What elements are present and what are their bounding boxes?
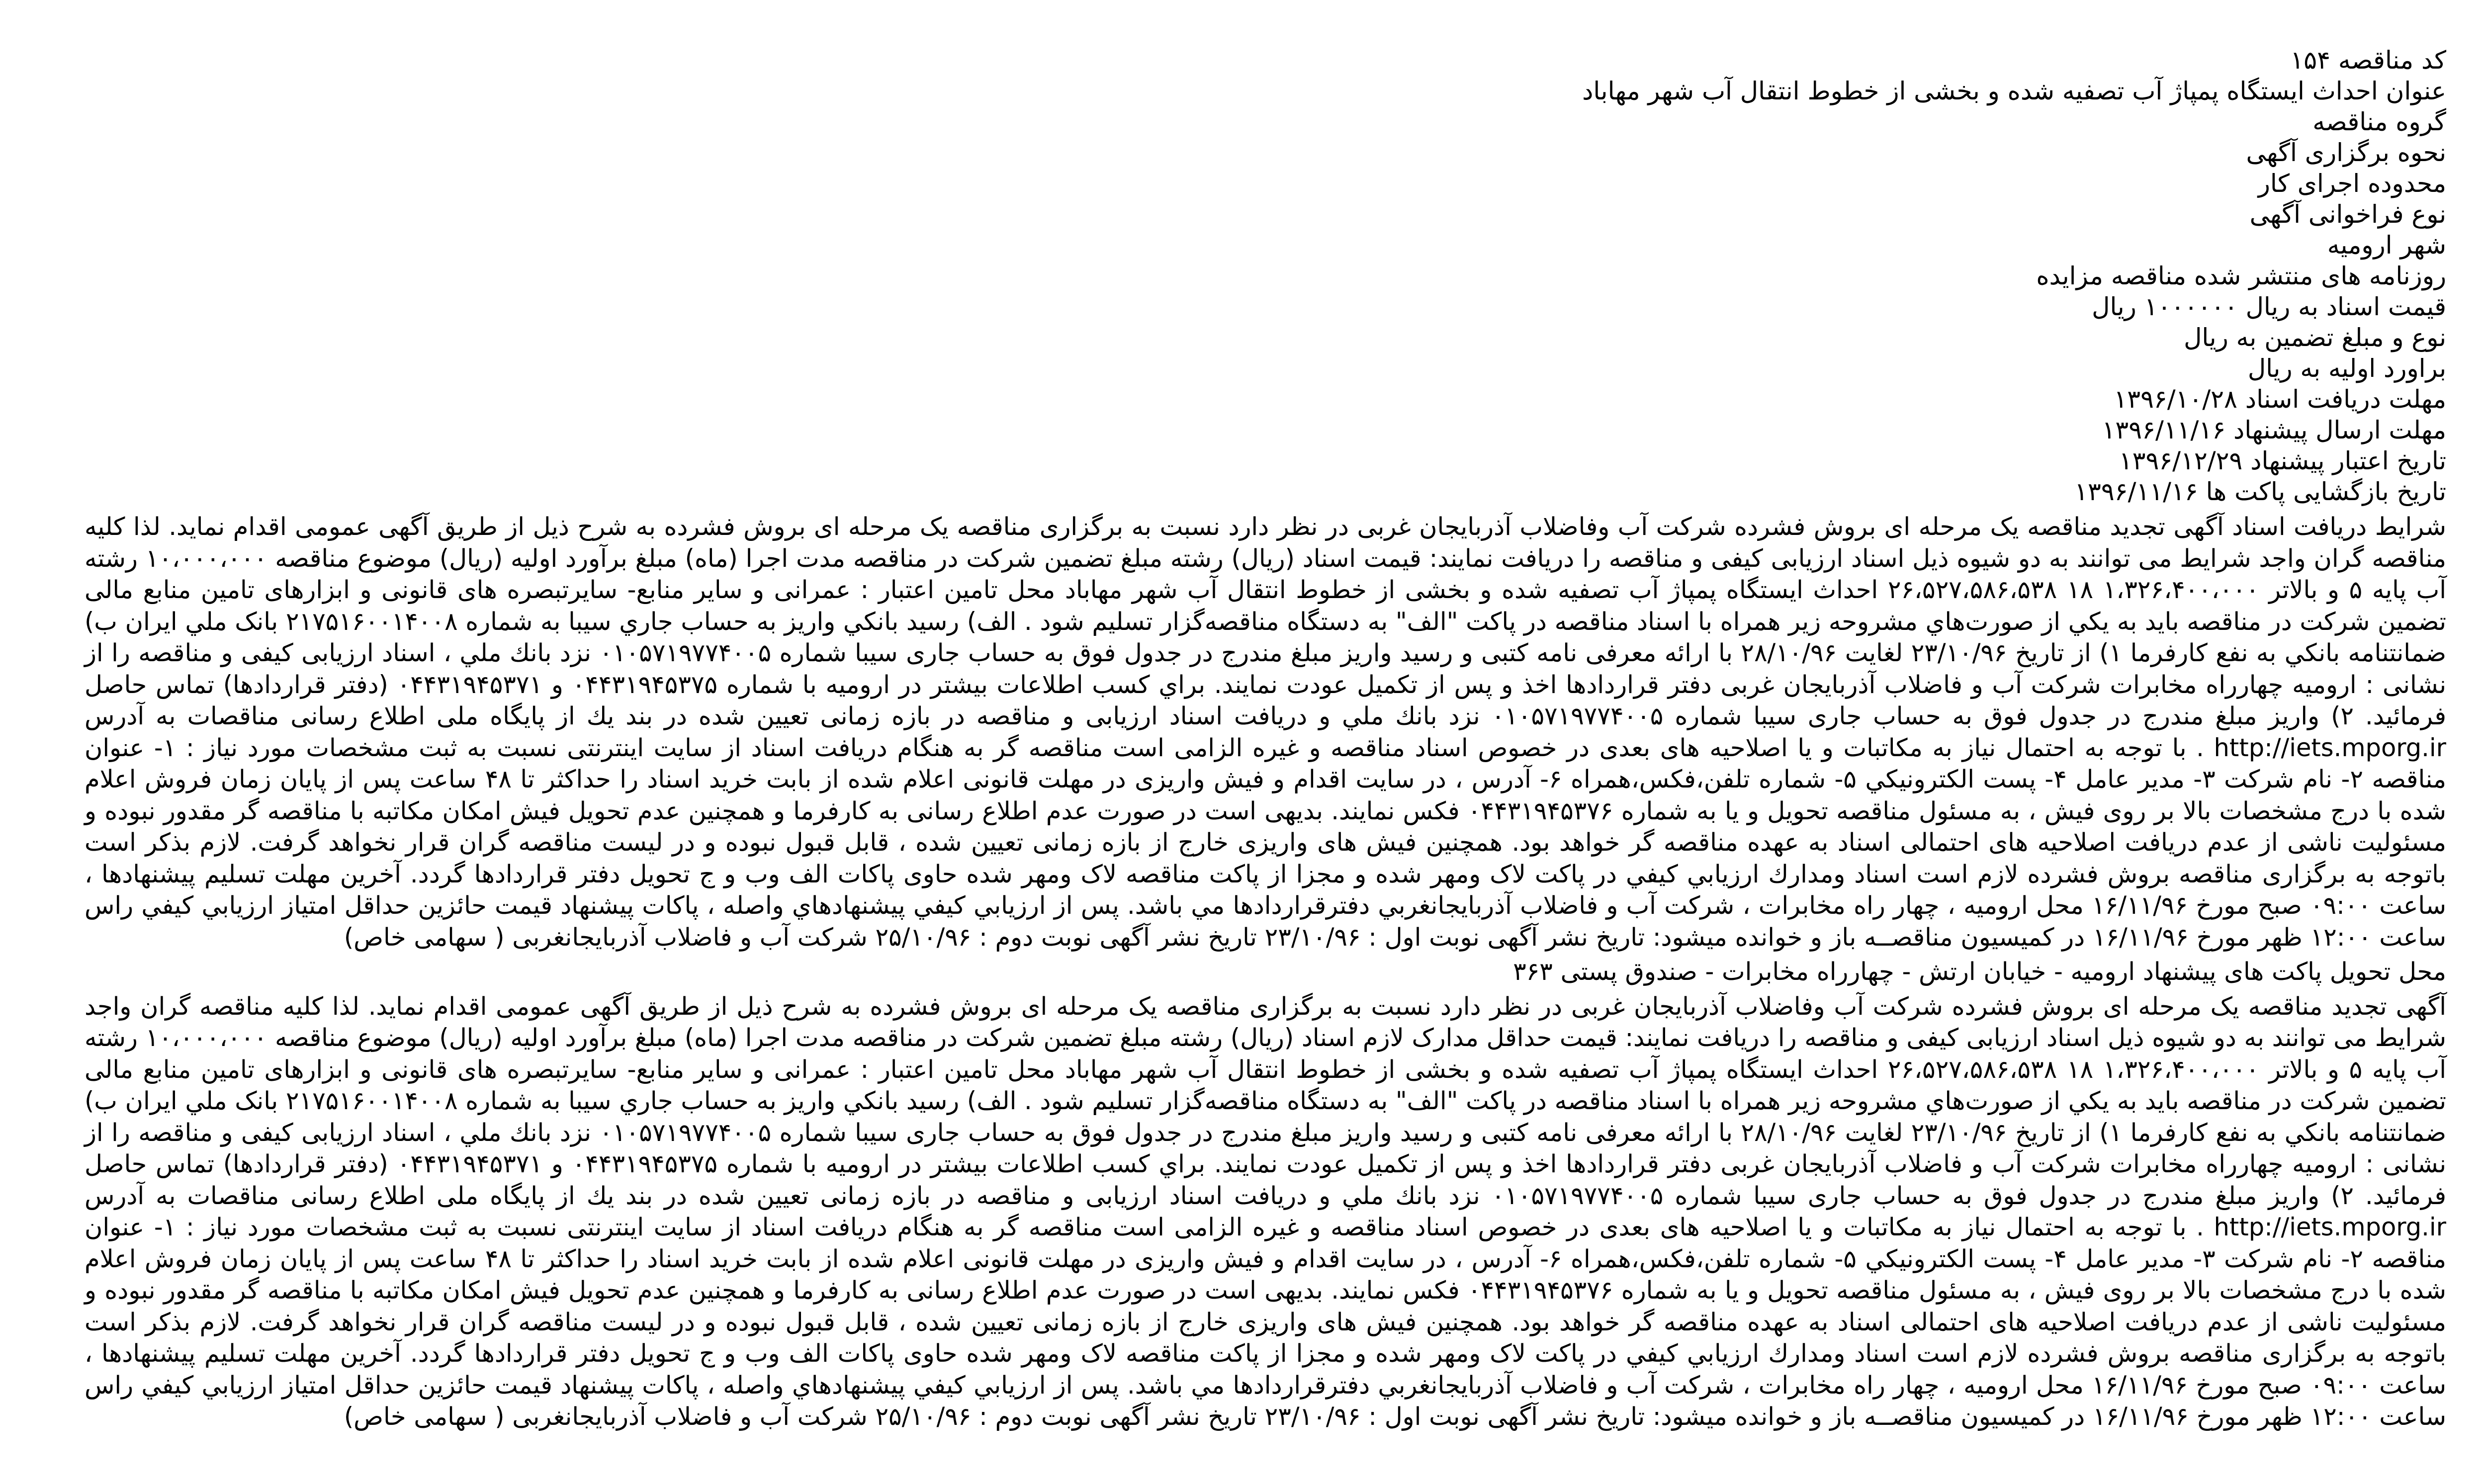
opening-date: تاریخ بازگشایی پاکت ها ۱۳۹۶/۱۱/۱۶ — [2074, 477, 2446, 506]
initial-estimate: براورد اولیه به ریال — [2247, 354, 2446, 383]
document-deadline: مهلت دریافت اسناد ۱۳۹۶/۱۰/۲۸ — [2114, 385, 2446, 414]
city: شهر ارومیه — [2327, 231, 2446, 260]
delivery-location: محل تحویل پاکت های پیشنهاد ارومیه - خیابان ارتش - چهارراه مخابرات - صندوق پستی ۳۶۳ — [1513, 957, 2446, 986]
tender-title: عنوان احداث ایستگاه پمپاژ آب تصفیه شده و بخشی از خطوط انتقال آب شهر مهاباد — [1582, 77, 2446, 105]
guarantee-type-amount: نوع و مبلغ تضمین به ریال — [2184, 323, 2446, 352]
document-price: قیمت اسناد به ریال ۱۰۰۰۰۰۰ ریال — [2092, 292, 2446, 321]
tender-notice — [85, 45, 2446, 1433]
notice-body-paragraph: آگهی تجدید مناقصه یک مرحله ای بروش فشرده شرکت آب وفاضلاب آذربایجان غربی در نظر دارد نسبت به برگزاری مناقصه یک مرحله ای بروش فشرده به شرح ذیل از طریق آگهی عمومی اقدام نماید. لذا کلیه مناقصه گران واجد شرایط می توانند به دو شیوه ذیل اسناد ارزیابی کیفی و مناقصه را دریافت نمایند: قیمت حداقل مدارک لازم اسناد (ریال) رشته مبلغ تضمین شرکت در مناقصه مدت اجرا (ماه) مبلغ برآورد اولیه (ریال) موضوع مناقصه ۱۰،۰۰۰،۰۰۰ رشته آب پایه ۵ و بالاتر ۱،۳۲۶،۴۰۰،۰۰۰ ۱۸ ۲۶،۵۲۷،۵۸۶،۵۳۸ احداث ایستگاه پمپاژ آب تصفیه شده و بخشی از خطوط انتقال آب شهر مهاباد محل تامین اعتبار : عمرانی و سایر منابع- سایرتبصره های قانونی و ابزارهای تامین منابع مالی تضمین شرکت در مناقصه باید به يكي از صورت‌هاي مشروحه زير همراه با اسناد مناقصه در پاكت "الف" به دستگاه مناقصه‌گزار تسليم شود . الف) رسيد بانكي واريز به حساب جاري سيبا به شماره ۲۱۷۵۱۶۰۰۱۴۰۰۸ بانک ملي ايران ب) ضمانتنامه بانكي به نفع كارفرما ۱) از تاريخ ۲۳/۱۰/۹۶ لغایت ۲۸/۱۰/۹۶ با ارائه معرفی نامه کتبی و رسید واریز مبلغ مندرج در جدول فوق به حساب جاری سیبا شماره ۰۱۰۵۷۱۹۷۷۴۰۰۵ نزد بانك ملي ، اسناد ارزیابی کیفی و مناقصه را از نشانی : ارومیه چهارراه مخابرات شرکت آب و فاضلاب آذربایجان غربی دفتر قراردادها اخذ و پس از تكميل عودت نمايند. براي كسب اطلاعات بيشتر در ارومیه با شماره ۰۴۴۳۱۹۴۵۳۷۵ و ۰۴۴۳۱۹۴۵۳۷۱ (دفتر قراردادها) تماس حاصل فرمائيد. ۲) واریز مبلغ مندرج در جدول فوق به حساب جاری سیبا شماره ۰۱۰۵۷۱۹۷۷۴۰۰۵ نزد بانك ملي و دریافت اسناد ارزیابی و مناقصه در بازه زمانی تعیین شده در بند يك از پایگاه ملی اطلاع رسانی مناقصات به آدرس http://iets.mporg.ir . با توجه به احتمال نیاز به مكاتبات و يا اصلاحیه های بعدی در خصوص اسناد مناقصه و غیره الزامی است مناقصه گر به هنگام دریافت اسناد از سایت اینترنتی نسبت به ثبت مشخصات مورد نیاز : ۱- عنوان مناقصه ۲- نام شرکت ۳- مدیر عامل ۴- پست الكترونيكي ۵- شماره تلفن،فكس،همراه ۶- آدرس ، در سایت اقدام و فیش واریزی در مهلت قانونی اعلام شده از بابت خرید اسناد را حداکثر تا ۴۸ ساعت پس از پایان زمان فروش اعلام شده با درج مشخصات بالا بر روی فیش ، به مسئول مناقصه تحویل و یا به شماره ۰۴۴۳۱۹۴۵۳۷۶ فکس نمایند. بدیهی است در صورت عدم اطلاع رسانی به کارفرما و همچنین عدم تحویل فیش امكان مكاتبه با مناقصه گر مقدور نبوده و مسئولیت ناشی از عدم دریافت اصلاحیه های احتمالی اسناد به عهده مناقصه گر خواهد بود. همچنین فیش های واریزی خارج از بازه زمانی تعیین شده ، قابل قبول نبوده و در لیست مناقصه گران قرار نخواهد گرفت. لازم بذكر است باتوجه به برگزاری مناقصه بروش فشرده لازم است اسناد ومدارك ارزيابي كيفي در پاكت لاک ومهر شده و مجزا از پاكت مناقصه لاک ومهر شده حاوی پاكات الف وب و ج تحويل دفتر قراردادها گردد. آخرين مهلت تسليم پيشنهادها ، ساعت ۰۹:۰۰ صبح مورخ ۱۶/۱۱/۹۶ محل اروميه ، چهار راه مخابرات ، شركت آب و فاضلاب آذربايجانغربي دفترقراردادها مي باشد. پس از ارزيابي كيفي پيشنهادهاي واصله ، پاكات پيشنهاد قيمت حائزين حداقل امتياز ارزيابي كيفي راس ساعت ۱۲:۰۰ ظهر مورخ ۱۶/۱۱/۹۶ در كميسيون مناقصــه باز و خوانده میشود: تاریخ نشر آگهی نوبت اول : ۲۳/۱۰/۹۶ تاریخ نشر آگهی نوبت دوم : ۲۵/۱۰/۹۶ شرکت آب و فاضلاب آذربایجانغربی ( سهامی خاص) — [85, 991, 2446, 1431]
holding-method: نحوه برگزاری آگهی — [2246, 138, 2446, 167]
proposal-validity: تاریخ اعتبار پیشنهاد ۱۳۹۶/۱۲/۲۹ — [2119, 446, 2446, 475]
conditions-paragraph: شرایط دریافت اسناد آگهی تجدید مناقصه یک مرحله ای بروش فشرده شرکت آب وفاضلاب آذربایجان غربی در نظر دارد نسبت به برگزاری مناقصه یک مرحله ای بروش فشرده به شرح ذیل از طریق آگهی عمومی اقدام نماید. لذا کلیه مناقصه گران واجد شرایط می توانند به دو شیوه ذیل اسناد ارزیابی کیفی و مناقصه را دریافت نمایند: قیمت اسناد (ریال) رشته مبلغ تضمین شرکت در مناقصه مدت اجرا (ماه) مبلغ برآورد اولیه (ریال) موضوع مناقصه ۱۰،۰۰۰،۰۰۰ رشته آب پایه ۵ و بالاتر ۱،۳۲۶،۴۰۰،۰۰۰ ۱۸ ۲۶،۵۲۷،۵۸۶،۵۳۸ احداث ایستگاه پمپاژ آب تصفیه شده و بخشی از خطوط انتقال آب شهر مهاباد محل تامین اعتبار : عمرانی و سایر منابع- سایرتبصره های قانونی و ابزارهای تامین منابع مالی تضمین شرکت در مناقصه باید به يكي از صورت‌هاي مشروحه زير همراه با اسناد مناقصه در پاكت "الف" به دستگاه مناقصه‌گزار تسليم شود . الف) رسيد بانكي واريز به حساب جاري سيبا به شماره ۲۱۷۵۱۶۰۰۱۴۰۰۸ بانک ملي ايران ب) ضمانتنامه بانكي به نفع كارفرما ۱) از تاريخ ۲۳/۱۰/۹۶ لغایت ۲۸/۱۰/۹۶ با ارائه معرفی نامه کتبی و رسید واریز مبلغ مندرج در جدول فوق به حساب جاری سیبا شماره ۰۱۰۵۷۱۹۷۷۴۰۰۵ نزد بانك ملي ، اسناد ارزیابی کیفی و مناقصه را از نشانی : ارومیه چهارراه مخابرات شرکت آب و فاضلاب آذربایجان غربی دفتر قراردادها اخذ و پس از تكميل عودت نمايند. براي كسب اطلاعات بيشتر در ارومیه با شماره ۰۴۴۳۱۹۴۵۳۷۵ و ۰۴۴۳۱۹۴۵۳۷۱ (دفتر قراردادها) تماس حاصل فرمائيد. ۲) واریز مبلغ مندرج در جدول فوق به حساب جاری سیبا شماره ۰۱۰۵۷۱۹۷۷۴۰۰۵ نزد بانك ملي و دریافت اسناد ارزیابی و مناقصه در بازه زمانی تعیین شده در بند يك از پایگاه ملی اطلاع رسانی مناقصات به آدرس http://iets.mporg.ir . با توجه به احتمال نیاز به مكاتبات و يا اصلاحیه های بعدی در خصوص اسناد مناقصه و غیره الزامی است مناقصه گر به هنگام دریافت اسناد از سایت اینترنتی نسبت به ثبت مشخصات مورد نیاز : ۱- عنوان مناقصه ۲- نام شرکت ۳- مدیر عامل ۴- پست الكترونيكي ۵- شماره تلفن،فكس،همراه ۶- آدرس ، در سایت اقدام و فیش واریزی در مهلت قانونی اعلام شده از بابت خرید اسناد را حداکثر تا ۴۸ ساعت پس از پایان زمان فروش اعلام شده با درج مشخصات بالا بر روی فیش ، به مسئول مناقصه تحویل و یا به شماره ۰۴۴۳۱۹۴۵۳۷۶ فکس نمایند. بدیهی است در صورت عدم اطلاع رسانی به کارفرما و همچنین عدم تحویل فیش امكان مكاتبه با مناقصه گر مقدور نبوده و مسئولیت ناشی از عدم دریافت اصلاحیه های احتمالی اسناد به عهده مناقصه گر خواهد بود. همچنین فیش های واریزی خارج از بازه زمانی تعیین شده ، قابل قبول نبوده و در لیست مناقصه گران قرار نخواهد گرفت. لازم بذكر است باتوجه به برگزاری مناقصه بروش فشرده لازم است اسناد ومدارك ارزيابي كيفي در پاكت لاک ومهر شده و مجزا از پاكت مناقصه لاک ومهر شده حاوی پاكات الف وب و ج تحويل دفتر قراردادها گردد. آخرين مهلت تسليم پيشنهادها ، ساعت ۰۹:۰۰ صبح مورخ ۱۶/۱۱/۹۶ محل اروميه ، چهار راه مخابرات ، شركت آب و فاضلاب آذربايجانغربي دفترقراردادها مي باشد. پس از ارزيابي كيفي پيشنهادهاي واصله ، پاكات پيشنهاد قيمت حائزين حداقل امتياز ارزيابي كيفي راس ساعت ۱۲:۰۰ ظهر مورخ ۱۶/۱۱/۹۶ در كميسيون مناقصــه باز و خوانده میشود: تاریخ نشر آگهی نوبت اول : ۲۳/۱۰/۹۶ تاریخ نشر آگهی نوبت دوم : ۲۵/۱۰/۹۶ شرکت آب و فاضلاب آذربایجانغربی ( سهامی خاص) — [85, 512, 2446, 952]
submission-deadline: مهلت ارسال پیشنهاد ۱۳۹۶/۱۱/۱۶ — [2102, 416, 2446, 444]
work-scope: محدوده اجرای کار — [2258, 169, 2446, 198]
tender-code: کد مناقصه ۱۵۴ — [2290, 46, 2446, 75]
tender-group: گروه مناقصه — [2312, 107, 2446, 136]
call-type: نوع فراخوانی آگهی — [2249, 200, 2446, 229]
newspapers: روزنامه های منتشر شده مناقصه مزایده — [2036, 262, 2446, 290]
